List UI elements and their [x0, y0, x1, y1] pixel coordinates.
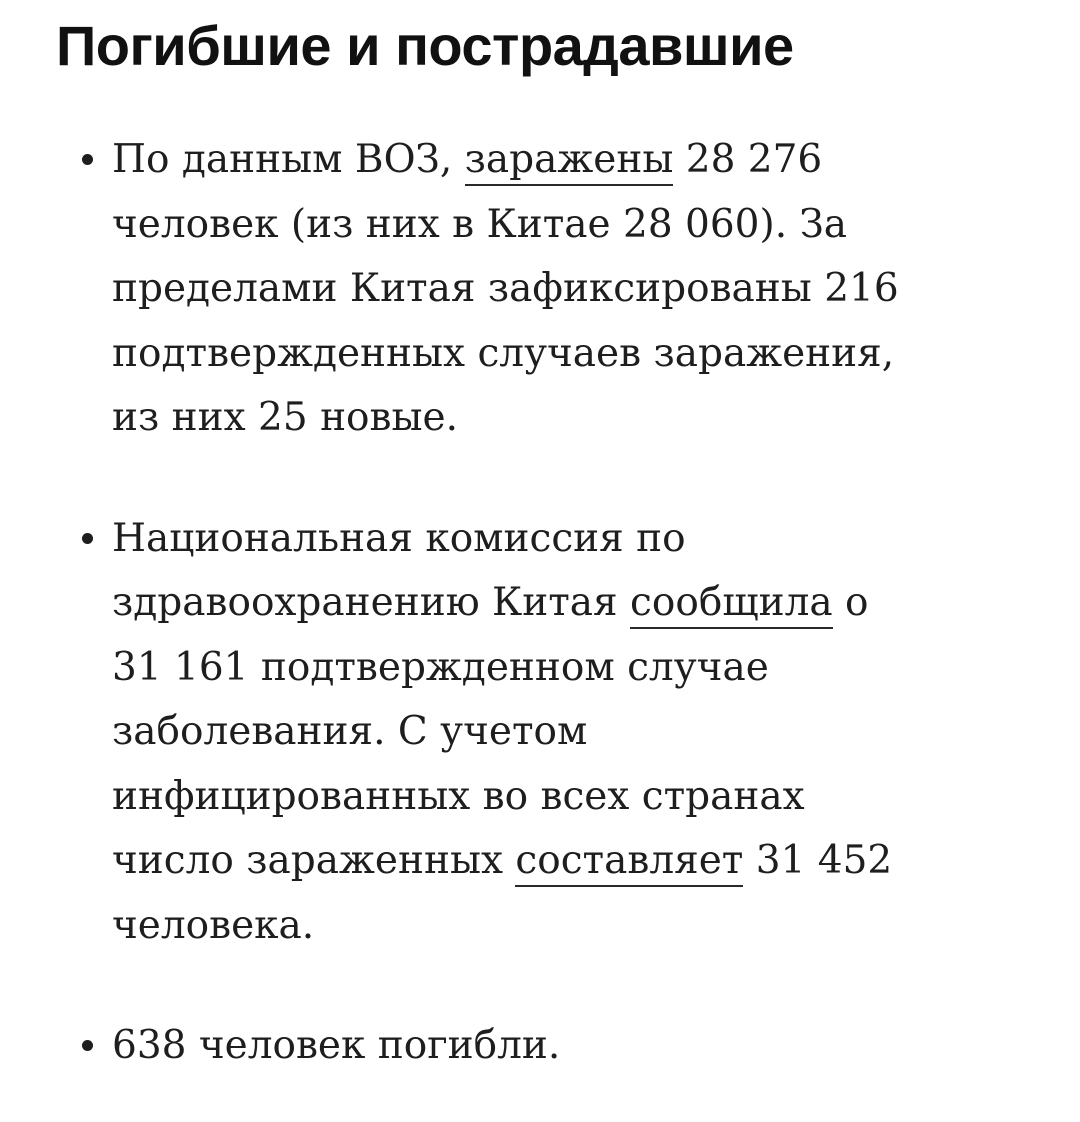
- text-line: из них 25 новые.: [112, 395, 459, 440]
- bullet-list: [0, 128, 1080, 1079]
- text-fragment: 28 276: [673, 137, 823, 182]
- link-amounts[interactable]: составляет: [515, 838, 743, 887]
- bullet-dot-icon: [82, 1040, 93, 1051]
- text-line: [112, 128, 992, 193]
- text-fragment: По данным ВОЗ,: [112, 137, 465, 182]
- text-fragment: число зараженных: [112, 838, 516, 883]
- text-fragment: 31 452: [743, 838, 893, 883]
- text-line: инфицированных во всех странах: [112, 773, 805, 819]
- text-line: человек (из них в Китае 28 060). За: [112, 201, 848, 247]
- text-line: [112, 829, 992, 894]
- text-line: Национальная комиссия по: [112, 515, 686, 561]
- list-item: [0, 507, 992, 959]
- bullet-dot-icon: [82, 154, 93, 165]
- list-item: [0, 1014, 992, 1079]
- text-fragment: о: [832, 580, 869, 625]
- text-line: подтвержденных случаев заражения,: [112, 330, 895, 376]
- section-heading: Погибшие и пострадавшие: [56, 14, 794, 77]
- text-line: пределами Китая зафиксированы 216: [112, 266, 899, 311]
- text-line: [112, 571, 992, 636]
- text-fragment: здравоохранению Китая: [112, 580, 631, 625]
- link-infected[interactable]: заражены: [465, 137, 674, 186]
- text-line: 638 человек погибли.: [112, 1023, 561, 1068]
- text-line: 31 161 подтвержденном случае: [112, 644, 769, 690]
- link-reported[interactable]: сообщила: [630, 580, 833, 629]
- bullet-dot-icon: [82, 533, 93, 544]
- text-line: человека.: [112, 902, 315, 948]
- list-item: [0, 128, 992, 451]
- text-line: заболевания. С учетом: [112, 709, 588, 754]
